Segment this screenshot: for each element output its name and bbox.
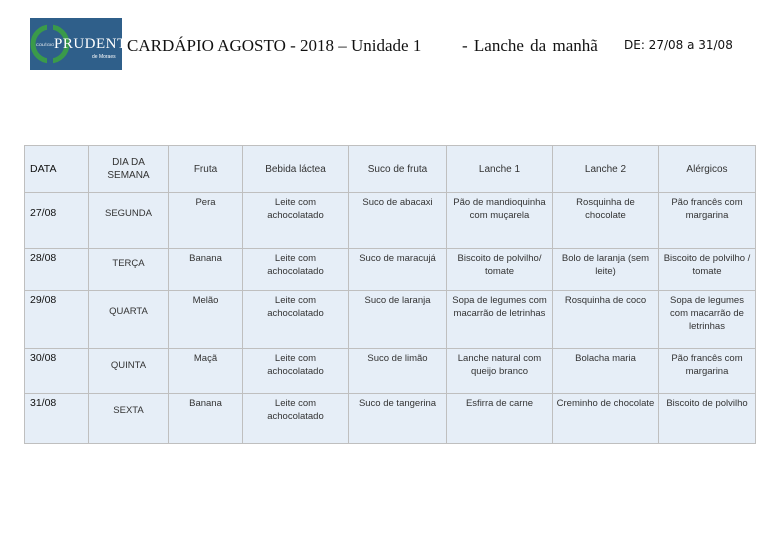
col-header-date: DATA — [25, 146, 89, 193]
school-logo — [30, 18, 137, 70]
cell-date: 29/08 — [25, 291, 89, 349]
cell-fruit: Banana — [169, 249, 243, 291]
table-row — [25, 291, 756, 349]
table-header-row — [25, 146, 756, 193]
cell-snack-1: Lanche natural com queijo branco — [447, 349, 553, 394]
table-row — [25, 394, 756, 444]
cell-date: 30/08 — [25, 349, 89, 394]
menu-table — [24, 145, 756, 444]
cell-allergic: Sopa de legumes com macarrão de letrinhas — [659, 291, 756, 349]
cell-juice: Suco de limão — [349, 349, 447, 394]
cell-juice: Suco de maracujá — [349, 249, 447, 291]
col-header-fruit: Fruta — [169, 146, 243, 193]
cell-weekday: SEXTA — [89, 394, 169, 444]
cell-date: 28/08 — [25, 249, 89, 291]
cell-milk-drink: Leite com achocolatado — [243, 394, 349, 444]
col-header-weekday: DIA DA SEMANA — [89, 146, 169, 193]
cell-snack-2: Creminho de chocolate — [553, 394, 659, 444]
col-header-milk-drink: Bebida láctea — [243, 146, 349, 193]
cell-juice: Suco de abacaxi — [349, 193, 447, 249]
cell-juice: Suco de laranja — [349, 291, 447, 349]
cell-fruit: Melão — [169, 291, 243, 349]
col-header-juice: Suco de fruta — [349, 146, 447, 193]
cell-snack-1: Pão de mandioquinha com muçarela — [447, 193, 553, 249]
page-subtitle: - Lanche da manhã — [462, 36, 598, 55]
cell-allergic: Pão francês com margarina — [659, 193, 756, 249]
cell-snack-2: Rosquinha de coco — [553, 291, 659, 349]
cell-snack-2: Rosquinha de chocolate — [553, 193, 659, 249]
cell-date: 31/08 — [25, 394, 89, 444]
col-header-snack-2: Lanche 2 — [553, 146, 659, 193]
page-title: CARDÁPIO AGOSTO - 2018 – Unidade 1 — [127, 36, 422, 55]
logo-sub-text: de Moraes — [92, 54, 116, 60]
cell-snack-1: Biscoito de polvilho/ tomate — [447, 249, 553, 291]
cell-fruit: Banana — [169, 394, 243, 444]
cell-fruit: Maçã — [169, 349, 243, 394]
cell-juice: Suco de tangerina — [349, 394, 447, 444]
table-row — [25, 249, 756, 291]
cell-milk-drink: Leite com achocolatado — [243, 349, 349, 394]
col-header-allergic: Alérgicos — [659, 146, 756, 193]
cell-snack-1: Sopa de legumes com macarrão de letrinhas — [447, 291, 553, 349]
logo-small-text: COLÉGIO — [36, 42, 55, 47]
cell-allergic: Biscoito de polvilho / tomate — [659, 249, 756, 291]
cell-snack-1: Esfirra de carne — [447, 394, 553, 444]
cell-milk-drink: Leite com achocolatado — [243, 193, 349, 249]
cell-weekday: SEGUNDA — [89, 193, 169, 249]
cell-allergic: Biscoito de polvilho — [659, 394, 756, 444]
cell-snack-2: Bolacha maria — [553, 349, 659, 394]
logo-main-text: PRUDENTE — [54, 36, 137, 52]
table-row — [25, 193, 756, 249]
cell-milk-drink: Leite com achocolatado — [243, 249, 349, 291]
cell-allergic: Pão francês com margarina — [659, 349, 756, 394]
table-row — [25, 349, 756, 394]
col-header-snack-1: Lanche 1 — [447, 146, 553, 193]
cell-weekday: QUARTA — [89, 291, 169, 349]
cell-date: 27/08 — [25, 193, 89, 249]
cell-weekday: TERÇA — [89, 249, 169, 291]
date-range: DE: 27/08 a 31/08 — [624, 38, 733, 52]
cell-milk-drink: Leite com achocolatado — [243, 291, 349, 349]
cell-weekday: QUINTA — [89, 349, 169, 394]
cell-fruit: Pera — [169, 193, 243, 249]
cell-snack-2: Bolo de laranja (sem leite) — [553, 249, 659, 291]
